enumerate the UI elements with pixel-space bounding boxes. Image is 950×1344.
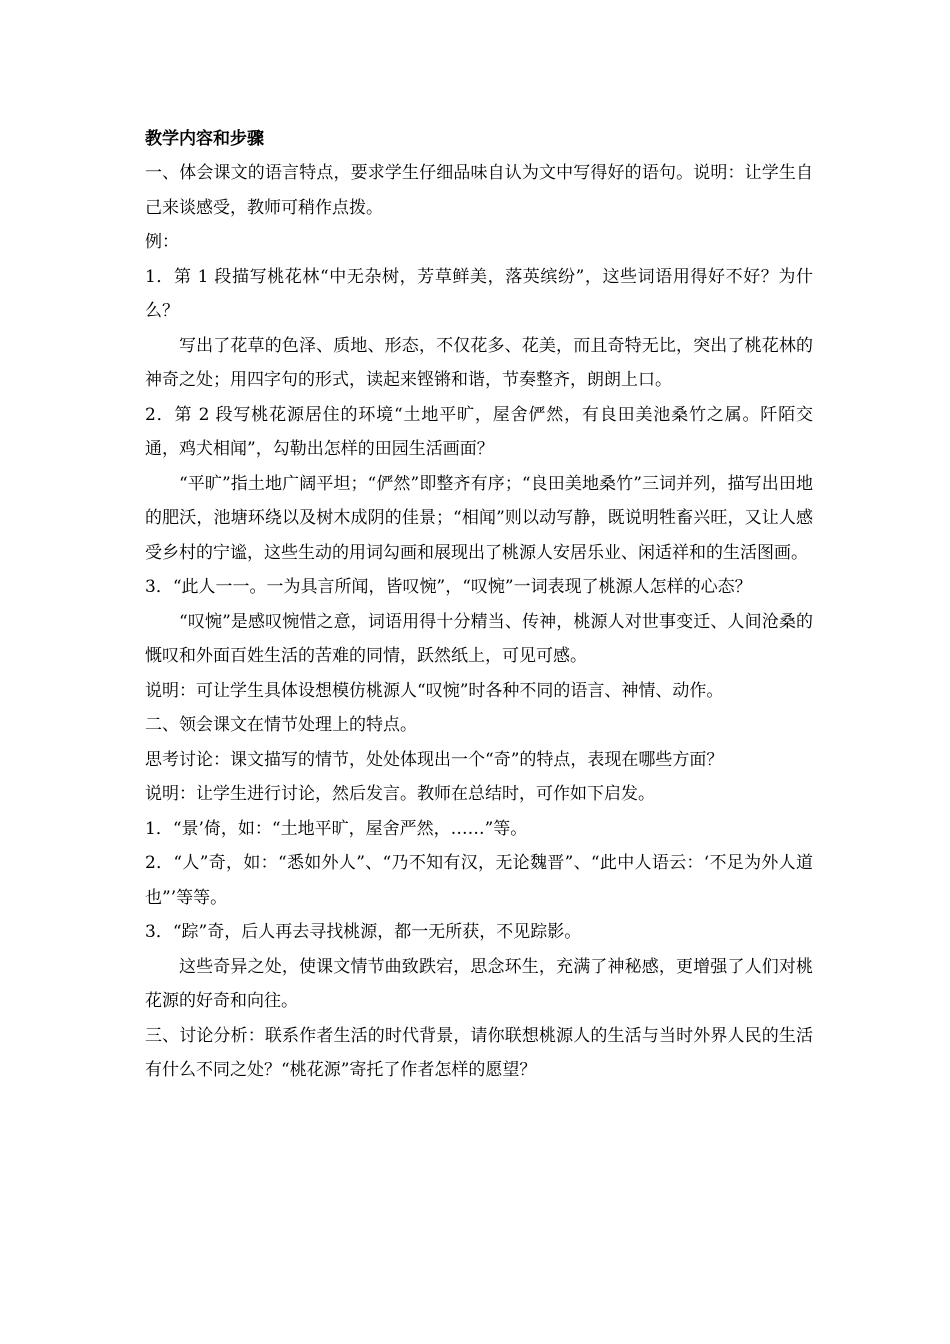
paragraph: 这些奇异之处，使课文情节曲致跌宕，思念环生，充满了神秘感，更增强了人们对桃花源的好奇和向往。	[145, 956, 813, 1011]
document-body	[145, 156, 813, 1088]
paragraph: “平旷”指土地广阔平坦；“俨然”即整齐有序；“良田美地桑竹”三词并列，描写出田地的肥沃，池塘环绕以及树木成阴的佳景；“相闻”则以动写静，既说明牲畜兴旺，又让人感受乡村的宁谧，这些生动的用词勾画和展现出了桃源人安居乐业、闲适祥和的生活图画。	[145, 473, 813, 563]
paragraph: 思考讨论：课文描写的情节，处处体现出一个“奇”的特点，表现在哪些方面？	[145, 749, 724, 770]
paragraph: 3．“踪”奇，后人再去寻找桃源，都一无所获，不见踪影。	[145, 922, 582, 942]
paragraph: 2．第 2 段写桃花源居住的环境“土地平旷，屋舍俨然，有良田美池桑竹之属。阡陌交通，鸡犬相闻”，勾勒出怎样的田园生活画面？	[145, 404, 813, 459]
paragraph: 3．“此人一一。一为具言所闻，皆叹惋”，“叹惋”一词表现了桃源人怎样的心态？	[145, 577, 752, 597]
paragraph: 一、体会课文的语言特点，要求学生仔细品味自认为文中写得好的语句。说明：让学生自己来谈感受，教师可稍作点拨。	[145, 163, 813, 218]
paragraph: 例：	[145, 232, 179, 252]
paragraph: 三、讨论分析：联系作者生活的时代背景，请你联想桃源人的生活与当时外界人民的生活有什么不同之处？“桃花源”寄托了作者怎样的愿望？	[145, 1025, 813, 1080]
paragraph: 二、领会课文在情节处理上的特点。	[145, 715, 417, 735]
paragraph: 2．“人”奇，如：“悉如外人”、“乃不知有汉，无论魏晋”、“此中人语云：‘不足为外人道也”’等等。	[145, 853, 813, 908]
paragraph: 1．“景’倚，如：“土地平旷，屋舍严然，……”等。	[145, 818, 528, 839]
document-page	[145, 122, 813, 1088]
paragraph: 1．第 1 段描写桃花林“中无杂树，芳草鲜美，落英缤纷”，这些词语用得好不好？为什么？	[145, 266, 813, 321]
paragraph: 说明：可让学生具体设想模仿桃源人“叹惋”时各种不同的语言、神情、动作。	[145, 680, 724, 701]
paragraph: 写出了花草的色泽、质地、形态，不仅花多、花美，而且奇特无比，突出了桃花林的神奇之处；用四字句的形式，读起来铿锵和谐，节奏整齐，朗朗上口。	[145, 335, 813, 390]
paragraph: “叹惋”是感叹惋惜之意，词语用得十分精当、传神，桃源人对世事变迁、人间沧桑的慨叹和外面百姓生活的苦难的同情，跃然纸上，可见可感。	[145, 611, 813, 666]
paragraph: 说明：让学生进行讨论，然后发言。教师在总结时，可作如下启发。	[145, 784, 655, 804]
page-title: 教学内容和步骤	[145, 129, 264, 149]
